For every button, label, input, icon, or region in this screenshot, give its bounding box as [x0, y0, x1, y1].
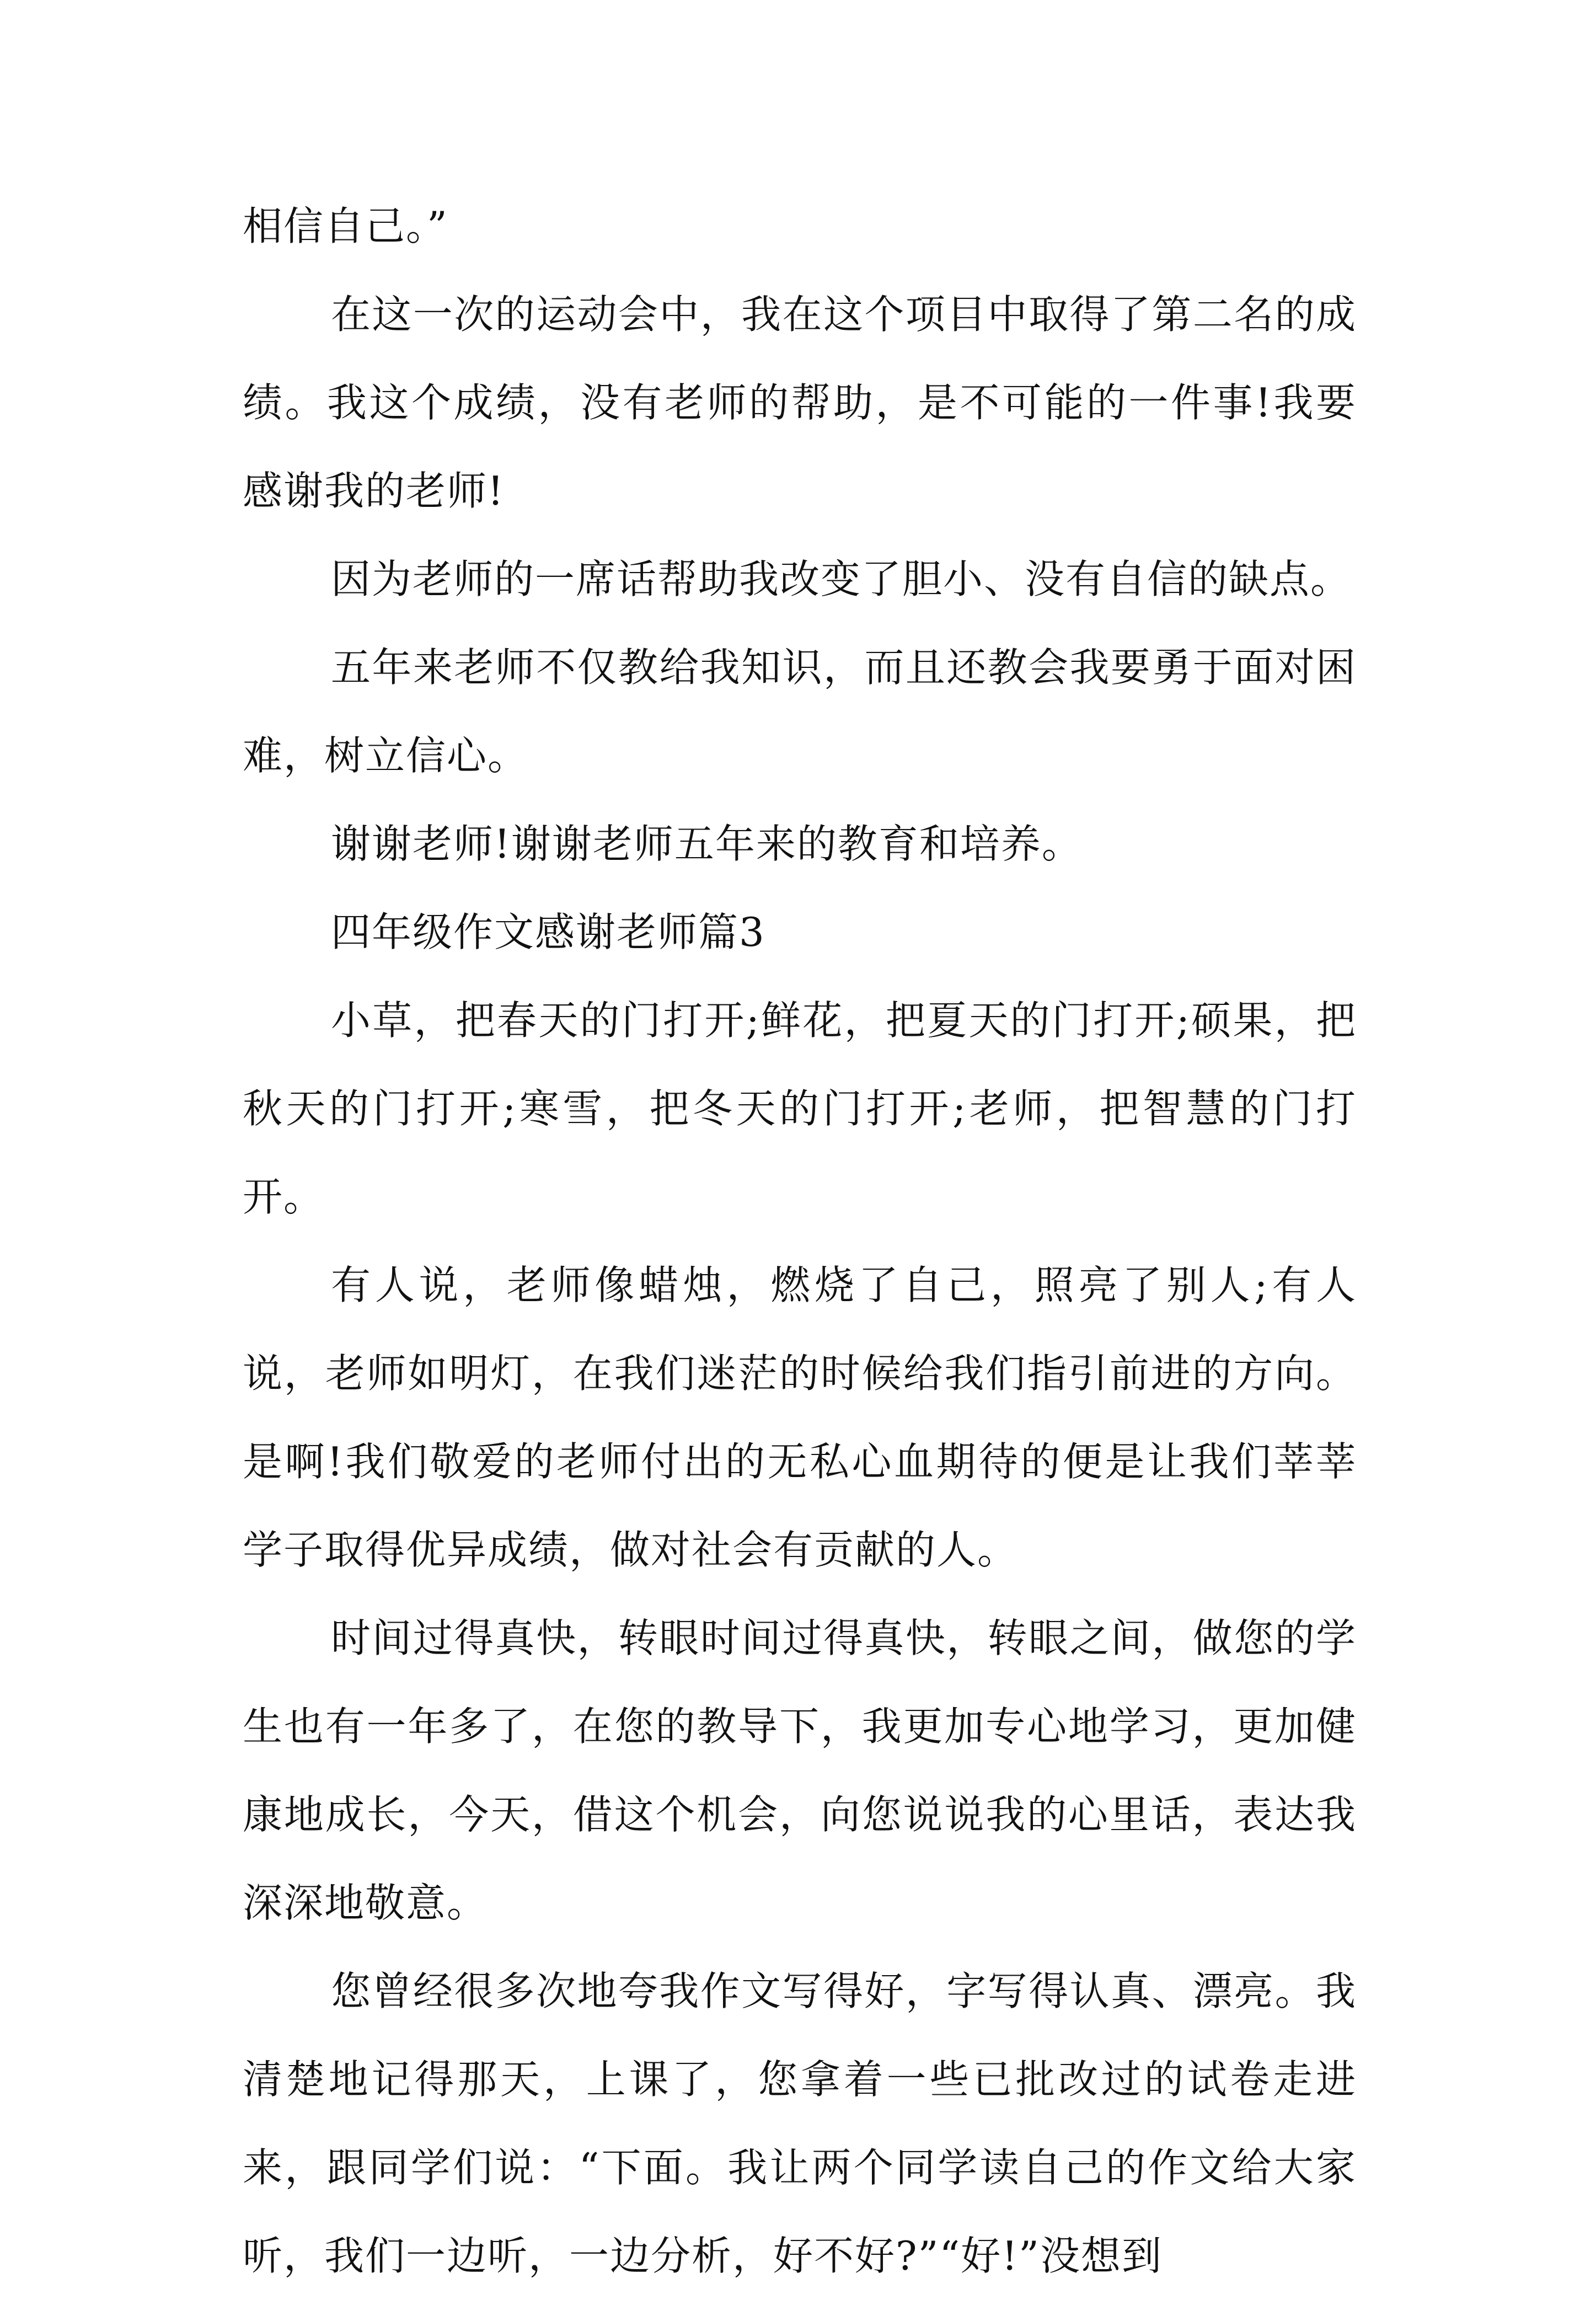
paragraph-8: 有人说，老师像蜡烛，燃烧了自己，照亮了别人;有人说，老师如明灯，在我们迷茫的时候给我们指引前进的方向。是啊!我们敬爱的老师付出的无私心血期待的便是让我们莘莘学子取得优异成绩，做对社会有贡献的人。	[243, 1262, 1357, 1573]
paragraph-1: 相信自己。”	[243, 203, 448, 249]
paragraph-10: 您曾经很多次地夸我作文写得好，字写得认真、漂亮。我清楚地记得那天，上课了，您拿着一些已批改过的试卷走进来，跟同学们说：“下面。我让两个同学读自己的作文给大家听，我们一边听，一边分析，好不好?”“好!”没想到	[243, 1968, 1357, 2279]
paragraph-2: 在这一次的运动会中，我在这个项目中取得了第二名的成绩。我这个成绩，没有老师的帮助，是不可能的一件事!我要感谢我的老师!	[243, 291, 1357, 514]
paragraph-3: 因为老师的一席话帮助我改变了胆小、没有自信的缺点。	[331, 556, 1352, 602]
paragraph-5: 谢谢老师!谢谢老师五年来的教育和培养。	[331, 821, 1083, 867]
paragraph-7: 小草，把春天的门打开;鲜花，把夏天的门打开;硕果，把秋天的门打开;寒雪，把冬天的门打开;老师，把智慧的门打开。	[243, 997, 1357, 1220]
paragraph-4: 五年来老师不仅教给我知识，而且还教会我要勇于面对困难，树立信心。	[243, 644, 1357, 779]
section-heading: 四年级作文感谢老师篇3	[331, 909, 765, 955]
paragraph-9: 时间过得真快，转眼时间过得真快，转眼之间，做您的学生也有一年多了，在您的教导下，我更加专心地学习，更加健康地成长，今天，借这个机会，向您说说我的心里话，表达我深深地敬意。	[243, 1615, 1357, 1926]
document-body	[243, 182, 1357, 2300]
